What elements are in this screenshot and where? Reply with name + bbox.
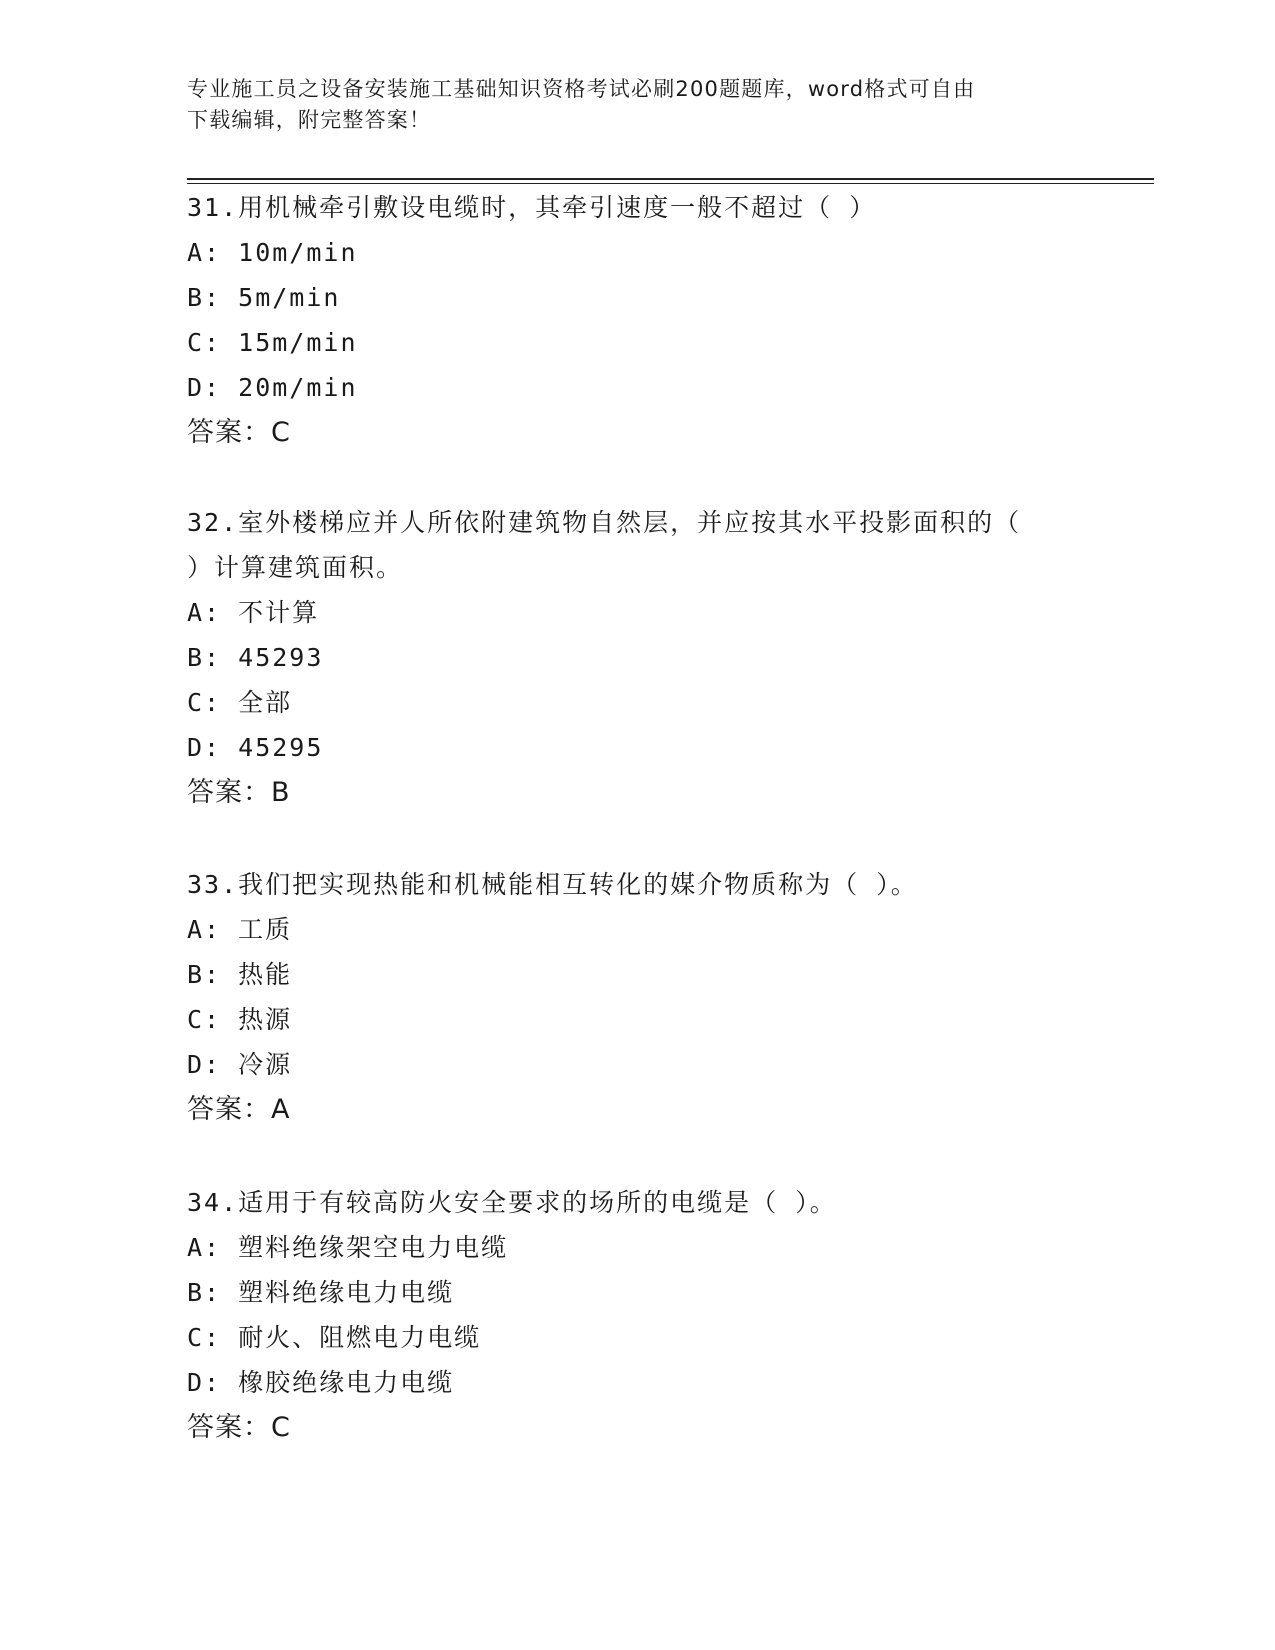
question-32 (187, 500, 1087, 816)
option-c: C: 15m/min (187, 328, 358, 357)
option-a: A: 塑料绝缘架空电力电缆 (187, 1233, 509, 1262)
question-stem-continued: ）计算建筑面积。 (187, 553, 404, 582)
question-stem: 33.我们把实现热能和机械能相互转化的媒介物质称为（ ）。 (187, 870, 918, 899)
header-line-2: 下载编辑，附完整答案！ (187, 108, 432, 132)
option-a: A: 10m/min (187, 238, 358, 267)
question-34 (187, 1180, 1087, 1451)
question-stem: 34.适用于有较高防火安全要求的场所的电缆是（ ）。 (187, 1188, 837, 1217)
answer: 答案：C (187, 417, 291, 448)
header-divider-thick (187, 178, 1154, 180)
option-b: B: 热能 (187, 960, 293, 989)
question-31 (187, 185, 1087, 456)
option-d: D: 20m/min (187, 373, 358, 402)
document-header (187, 74, 1087, 136)
option-d: D: 橡胶绝缘电力电缆 (187, 1368, 455, 1397)
header-line-1: 专业施工员之设备安装施工基础知识资格考试必刷200题题库，word格式可自由 (187, 77, 976, 101)
answer: 答案：C (187, 1412, 291, 1443)
option-b: B: 5m/min (187, 283, 341, 312)
option-b: B: 塑料绝缘电力电缆 (187, 1278, 455, 1307)
option-d: D: 45295 (187, 733, 324, 762)
question-stem: 31.用机械牵引敷设电缆时，其牵引速度一般不超过（ ） (187, 193, 877, 222)
question-stem: 32.室外楼梯应并人所依附建筑物自然层，并应按其水平投影面积的（ (187, 508, 1022, 537)
answer: 答案：A (187, 1094, 291, 1125)
question-33 (187, 862, 1087, 1133)
answer: 答案：B (187, 777, 291, 808)
header-divider-thin (187, 183, 1154, 184)
option-c: C: 耐火、阻燃电力电缆 (187, 1323, 482, 1352)
option-d: D: 冷源 (187, 1050, 293, 1079)
option-c: C: 全部 (187, 688, 293, 717)
option-b: B: 45293 (187, 643, 324, 672)
option-c: C: 热源 (187, 1005, 293, 1034)
option-a: A: 工质 (187, 915, 293, 944)
option-a: A: 不计算 (187, 598, 320, 627)
